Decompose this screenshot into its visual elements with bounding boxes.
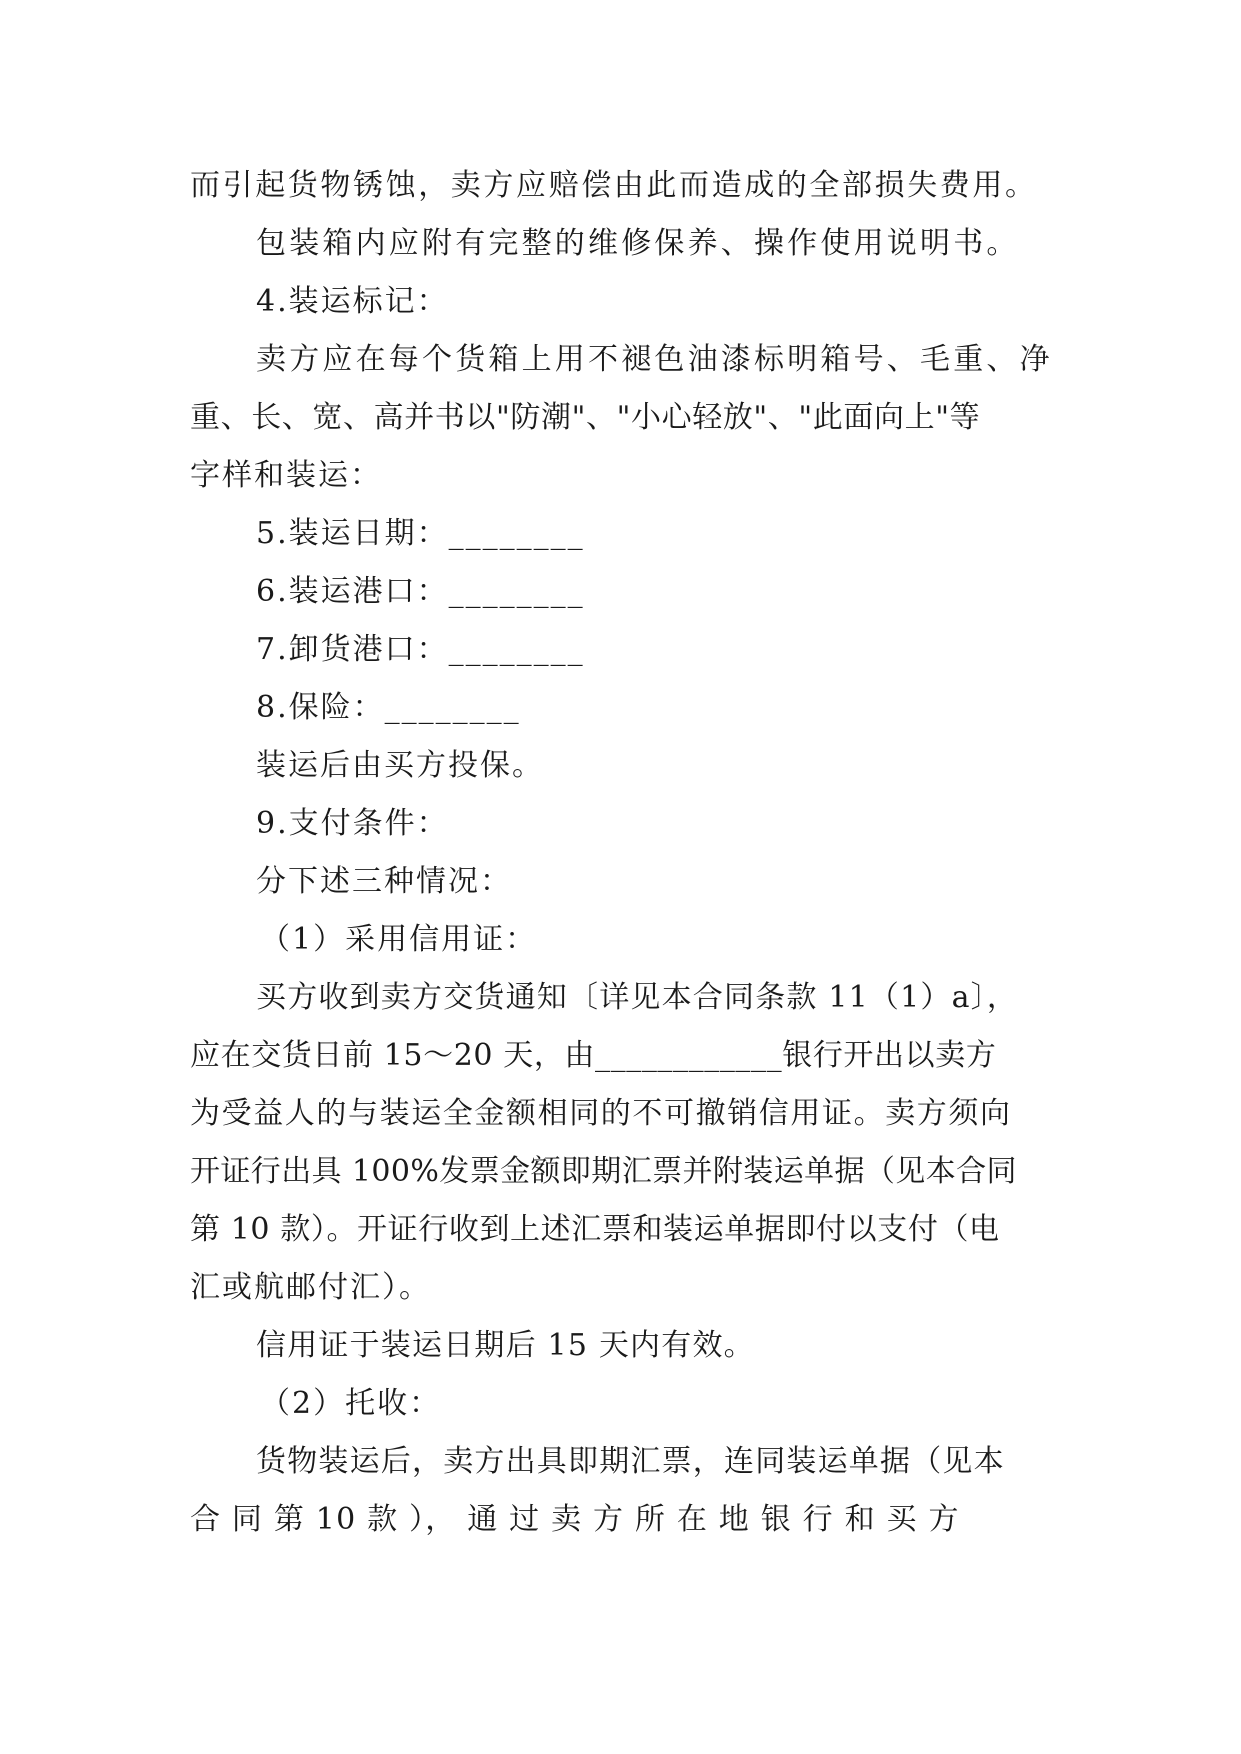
paragraph-line: 重、长、宽、高并书以"防潮"、"小心轻放"、"此面向上"等 bbox=[190, 400, 981, 435]
paragraph-line: 分下述三种情况： bbox=[256, 864, 512, 899]
paragraph-line: 合 同 第 10 款 ）， 通 过 卖 方 所 在 地 银 行 和 买 方 bbox=[190, 1502, 960, 1537]
loading-port-field: 6.装运港口：________ bbox=[256, 574, 585, 609]
paragraph-line: 卖方应在每个货箱上用不褪色油漆标明箱号、毛重、净 bbox=[256, 342, 1053, 377]
paragraph-line: 买方收到卖方交货通知〔详见本合同条款 11（1）a〕， bbox=[256, 980, 1019, 1015]
paragraph-line: 开证行出具 100%发票金额即期汇票并附装运单据（见本合同 bbox=[190, 1154, 1017, 1189]
paragraph-line: 货物装运后，卖方出具即期汇票，连同装运单据（见本 bbox=[256, 1444, 1005, 1479]
section-heading: 9.支付条件： bbox=[256, 806, 449, 841]
discharge-port-field: 7.卸货港口：________ bbox=[256, 632, 585, 667]
paragraph-line: 为受益人的与装运全金额相同的不可撤销信用证。卖方须向 bbox=[190, 1096, 1012, 1131]
shipment-date-field: 5.装运日期：________ bbox=[256, 516, 585, 551]
paragraph-line: 第 10 款）。开证行收到上述汇票和装运单据即付以支付（电 bbox=[190, 1212, 1000, 1247]
paragraph-line: 装运后由买方投保。 bbox=[256, 748, 544, 783]
paragraph-line: 汇或航邮付汇）。 bbox=[190, 1270, 431, 1305]
insurance-field: 8.保险：________ bbox=[256, 690, 521, 725]
paragraph-line: 字样和装运： bbox=[190, 458, 382, 493]
paragraph-line: 包装箱内应附有完整的维修保养、操作使用说明书。 bbox=[256, 226, 1020, 261]
paragraph-line: 信用证于装运日期后 15 天内有效。 bbox=[256, 1328, 755, 1363]
paragraph-line: 而引起货物锈蚀，卖方应赔偿由此而造成的全部损失费用。 bbox=[190, 168, 1038, 203]
subsection-heading: （2）托收： bbox=[260, 1386, 442, 1421]
paragraph-line: 应在交货日前 15～20 天，由____________银行开出以卖方 bbox=[190, 1038, 997, 1073]
subsection-heading: （1）采用信用证： bbox=[260, 922, 538, 957]
section-heading: 4.装运标记： bbox=[256, 284, 449, 319]
